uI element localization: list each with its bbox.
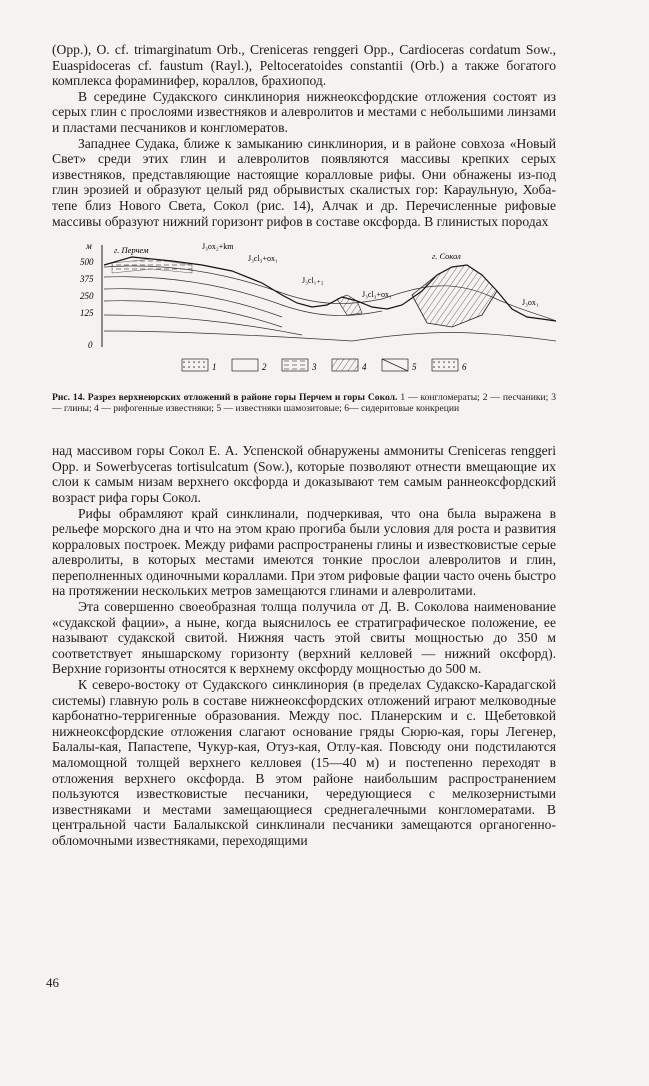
legend-swatch-2: [232, 359, 258, 371]
unit-label: м: [86, 241, 92, 252]
figure-caption: [52, 392, 556, 414]
paragraph-novy-svet: Западнее Судака, ближе к замыканию синклинория, и в районе совхоза «Новый Свет» среди этих глин и алевролитов появляются массивы крепких серых известняков, представляющие настоящие коралловые рифы. Они обнажены из-под глин эрозией и образуют целый ряд обрывистых скалистых гор: Караульную, Хоба-тепе близ Нового Света, Сокол (рис. 14), Алчак и др. Перечисленные рифовые массивы образуют нижний горизонт рифов в составе оксфорда. В глинистых породах: [52, 135, 556, 229]
legend-swatch-4: [332, 359, 358, 371]
tick-125: 125: [80, 308, 94, 319]
page-number: 46: [46, 975, 59, 990]
caption-title: Рис. 14. Разрез верхнеюрских отложений в районе горы Перчем и горы Сокол.: [52, 392, 398, 404]
strata-label-5: J₃ox₁: [522, 298, 539, 308]
reef-sokol: [412, 265, 497, 327]
paragraph-sudak-middle: В середине Судакского синклинория нижнеоксфордские отложения состоят из серых глин с прослоями известняков и алевролитов и местами с небольшими линзами и пластами песчаников и конгломератов.: [52, 88, 556, 135]
label-perchem: г. Перчем: [114, 245, 149, 256]
legend: [182, 359, 467, 372]
paragraph-fauna-list: (Opp.), O. cf. trimarginatum Orb., Creniceras renggeri Opp., Cardioceras cordatum Sow., Euaspidoceras cf. faustum (Rayl.), Peltoceratoides constantii (Orb.) а также богатого комплекса фораминифер, кораллов, брахиопод.: [52, 42, 556, 89]
clay-layer: [112, 259, 192, 273]
paragraph-northeast: К северо-востоку от Судакского синклинория (в пределах Судакско-Карадагской системы) главную роль в составе нижнеоксфордских отложений играют мелководные карбонатно-терригенные образования. Между пос. Планерским и с. Щебетовкой нижнеоксфордские отложения слагают основание гряды Сюрю-кая, горы Легенер, Балалы-кая, Папастепе, Чукур-кая, Отуз-кая, Отлу-кая. Повсюду они подстилаются маломощной толщей верхнего келловея (15—40 м) и постепенно переходят в отложения верхнего оксфорда. В этом районе наибольшим распространением пользуются известковистые песчаники, чередующиеся с мелкозернистыми известняками и местами замещающиеся среднегалечными конгломератами. В центральной части Балалыкской синклинали песчаники замещаются органогенно-обломочными известняками, переходящими: [52, 677, 556, 848]
legend-label-3: 3: [312, 362, 317, 373]
paragraph-sudak-facies: Эта совершенно своеобразная толща получила от Д. В. Соколова наименование «судакской фации», а ныне, когда выяснилось ее стратиграфическое положение, ее называют судакской свитой. Нижняя часть этой свиты мощностью до 350 м соответствует янышарскому горизонту (верхний келловей — нижний оксфорд). Верхние горизонты относятся к верхнему оксфорду мощностью до 500 м.: [52, 599, 556, 677]
label-sokol: г. Сокол: [432, 251, 461, 262]
legend-swatch-6: [432, 359, 458, 371]
legend-label-5: 5: [412, 362, 417, 373]
reef-small: [337, 295, 362, 315]
strata-label-2: J₃cl₃+ox₁: [248, 254, 278, 264]
tick-0: 0: [88, 340, 93, 351]
paragraph-sokol-ammonites: над массивом горы Сокол Е. А. Успенской обнаружены аммониты Creniceras renggeri Opp. и Sowerbyceras tortisulcatum (Sow.), которые позволяют отнести вмещающие их слои к самым низам верхнего оксфорда и доказывают тем самым раннеоксфордский возраст рифа горы Сокол.: [52, 443, 556, 505]
tick-500: 500: [80, 257, 94, 268]
figure-14: [52, 235, 556, 443]
legend-swatch-1: [182, 359, 208, 371]
page-body: [52, 42, 556, 849]
tick-375: 375: [80, 274, 94, 285]
tick-250: 250: [80, 291, 94, 302]
cross-section-diagram: [52, 235, 556, 385]
paragraph-reefs-edge: Рифы обрамляют край синклинали, подчеркивая, что она была выражена в рельефе морского дна и что на этом краю прогиба были условия для роста и развития корраловых построек. Между рифами распространены глины и известковистые серые алевролиты, в которых местами имеются тонкие прослои алевролитов и глин, переполненных одиночными кораллами. При этом рифовые фации часто очень быстро на протяжении нескольких метров замещаются глинами и алевролитами.: [52, 505, 556, 599]
legend-label-1: 1: [212, 362, 217, 373]
legend-label-4: 4: [362, 362, 367, 373]
legend-swatch-3: [282, 359, 308, 371]
strata-label-4: J₃cl₃+ox₁: [362, 290, 392, 300]
legend-label-2: 2: [262, 362, 267, 373]
strata-label-1: J₃ox₂+km: [202, 242, 234, 252]
caption-body: 1 — конгломераты; 2 — песчаники; 3 — глины; 4 — рифогенные известняки; 5 — известняки шамозитовые; 6— сидеритовые конкреции: [52, 392, 557, 415]
strata-label-3: J₃cl₁₊₂: [302, 276, 324, 286]
legend-label-6: 6: [462, 362, 467, 373]
